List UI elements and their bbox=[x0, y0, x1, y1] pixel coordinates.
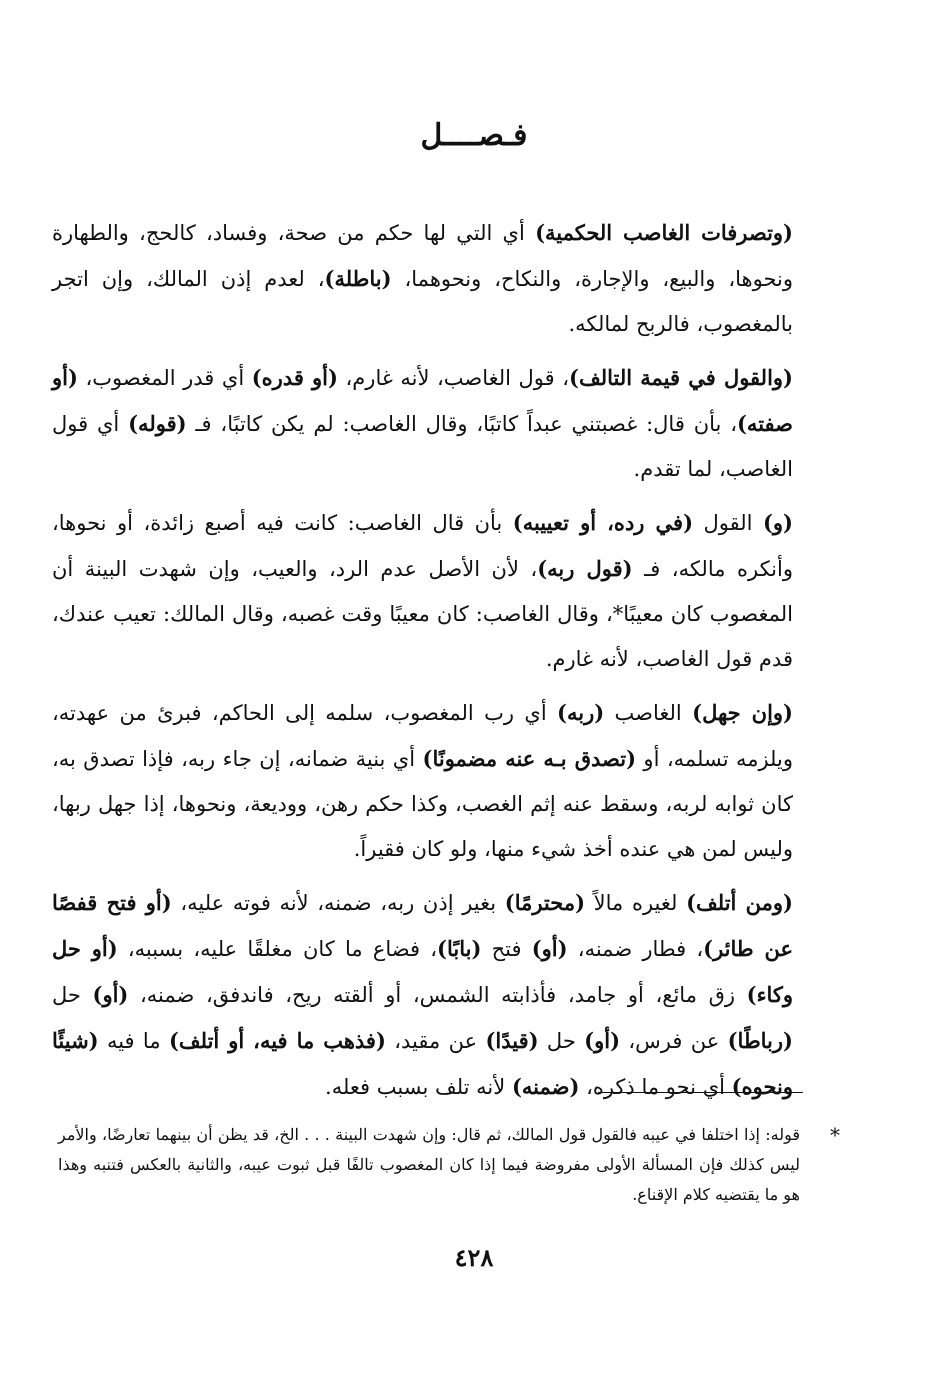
text-run: حل bbox=[52, 983, 93, 1007]
bold-term: (و) bbox=[762, 510, 793, 535]
paragraph-1 bbox=[52, 210, 793, 347]
bold-term: (أو) bbox=[531, 936, 568, 961]
section-heading: فـصــــل bbox=[420, 118, 528, 153]
bold-term: (وتصرفات الغاصب الحكمية) bbox=[535, 220, 793, 245]
text-run: ، فطار ضمنه، bbox=[567, 937, 704, 961]
text-run: القول bbox=[693, 511, 763, 535]
text-run: أي قدر المغصوب، bbox=[77, 366, 252, 390]
text-run: أي قول الغاصب، لما تقدم. bbox=[52, 412, 793, 481]
bold-term: (شيئًا ونحوه) bbox=[52, 1028, 793, 1099]
paragraph-5 bbox=[52, 880, 793, 1110]
text-run: ، بأن قال: غصبتني عبداً كاتبًا، وقال الغاصب: لم يكن كاتبًا، فـ bbox=[186, 412, 737, 436]
text-run: ، لعدم إذن المالك، وإن اتجر بالمغصوب، فالربح لمالكه. bbox=[52, 267, 793, 336]
text-run: حل bbox=[538, 1029, 585, 1053]
page-number: ٤٢٨ bbox=[454, 1243, 494, 1272]
bold-term: (أو حل وكاء) bbox=[52, 936, 793, 1007]
bold-term: (أو فتح قفصًا عن طائر) bbox=[52, 890, 793, 961]
text-run: ، فضاع ما كان مغلقًا عليه، بسببه، bbox=[117, 937, 438, 961]
bold-term: (رباطًا) bbox=[727, 1028, 793, 1053]
text-run: فتح bbox=[481, 937, 532, 961]
bold-term: (أو) bbox=[92, 982, 129, 1007]
footnote-separator bbox=[598, 1092, 803, 1093]
text-run: الغاصب bbox=[604, 701, 693, 725]
bold-term: (فذهب ما فيه، أو أتلف) bbox=[168, 1028, 386, 1053]
text-run: ، لأن الأصل عدم الرد، والعيب، وإن شهدت البينة أن المغصوب كان معيبًا*، وقال الغاصب: كان معيبًا وقت غصبه، وقال المالك: تعيب عندك، قدم قول الغاصب، لأنه غارم. bbox=[52, 557, 793, 671]
bold-term: (والقول في قيمة التالف) bbox=[569, 365, 793, 390]
footnote bbox=[58, 1120, 840, 1210]
bold-term: (بابًا) bbox=[437, 936, 482, 961]
text-run: أي التي لها حكم من صحة، وفساد، كالحج، والطهارة ونحوها، والبيع، والإجارة، والنكاح، ونحوهما، bbox=[52, 221, 793, 291]
paragraph-4 bbox=[52, 690, 793, 872]
text-run: لغيره مالاً bbox=[585, 891, 687, 915]
paragraph-2 bbox=[52, 355, 793, 492]
bold-term: (في رده، أو تعييبه) bbox=[512, 510, 694, 535]
text-run: أي نحو ما ذكره، bbox=[579, 1075, 732, 1099]
text-run: زق مائع، أو جامد، فأذابته الشمس، أو ألقته ريح، فاندفق، ضمنه، bbox=[128, 983, 747, 1007]
bold-term: (أو صفته) bbox=[52, 365, 793, 436]
bold-term: (وإن جهل) bbox=[692, 700, 793, 725]
paragraph-3 bbox=[52, 500, 793, 682]
text-run: بغير إذن ربه، ضمنه، لأنه فوته عليه، bbox=[171, 891, 505, 915]
bold-term: (ربه) bbox=[557, 700, 605, 725]
bold-term: (ضمنه) bbox=[511, 1074, 580, 1099]
text-run: ما فيه bbox=[98, 1029, 169, 1053]
text-run: عن مقيد، bbox=[385, 1029, 486, 1053]
text-run: أي رب المغصوب، سلمه إلى الحاكم، فبرئ من عهدته، ويلزمه تسلمه، أو bbox=[52, 701, 793, 771]
main-text bbox=[52, 210, 793, 1118]
bold-term: (محترمًا) bbox=[504, 890, 586, 915]
text-run: ، قول الغاصب، لأنه غارم، bbox=[337, 366, 570, 390]
bold-term: (ومن أتلف) bbox=[686, 890, 793, 915]
footnote-text: قوله: إذا اختلفا في عيبه فالقول قول المالك، ثم قال: وإن شهدت البينة . . . الخ، قد يظن أن بينهما تعارضًا، والأمر ليس كذلك فإن المسألة الأولى مفروضة فيما إذا كان المغصوب تالفًا قبل ثبوت عيبه، والثانية بالعكس فتنبه وهذا هو ما يقتضيه كلام الإقناع. bbox=[58, 1125, 800, 1204]
footnote-mark: * bbox=[830, 1123, 840, 1147]
bold-term: (باطلة) bbox=[324, 266, 392, 291]
text-run: عن فرس، bbox=[620, 1029, 728, 1053]
bold-term: (تصدق بـه عنه مضمونًا) bbox=[422, 746, 637, 771]
text-run: بأن قال الغاصب: كانت فيه أصبع زائدة، أو نحوها، وأنكره مالكه، فـ bbox=[52, 511, 793, 581]
bold-term: (أو) bbox=[584, 1028, 621, 1053]
text-run: أي بنية ضمانه، إن جاء ربه، فإذا تصدق به، كان ثوابه لربه، وسقط عنه إثم الغصب، وكذا حكم رهن، ووديعة، ونحوها، إذا جهل ربها، وليس لمن هي عنده أخذ شيء منها، ولو كان فقيراً. bbox=[52, 747, 793, 861]
bold-term: (قوله) bbox=[128, 411, 187, 436]
bold-term: (أو قدره) bbox=[251, 365, 338, 390]
text-run: لأنه تلف بسبب فعله. bbox=[325, 1075, 512, 1099]
bold-term: (قول ربه) bbox=[537, 556, 633, 581]
bold-term: (قيدًا) bbox=[485, 1028, 539, 1053]
